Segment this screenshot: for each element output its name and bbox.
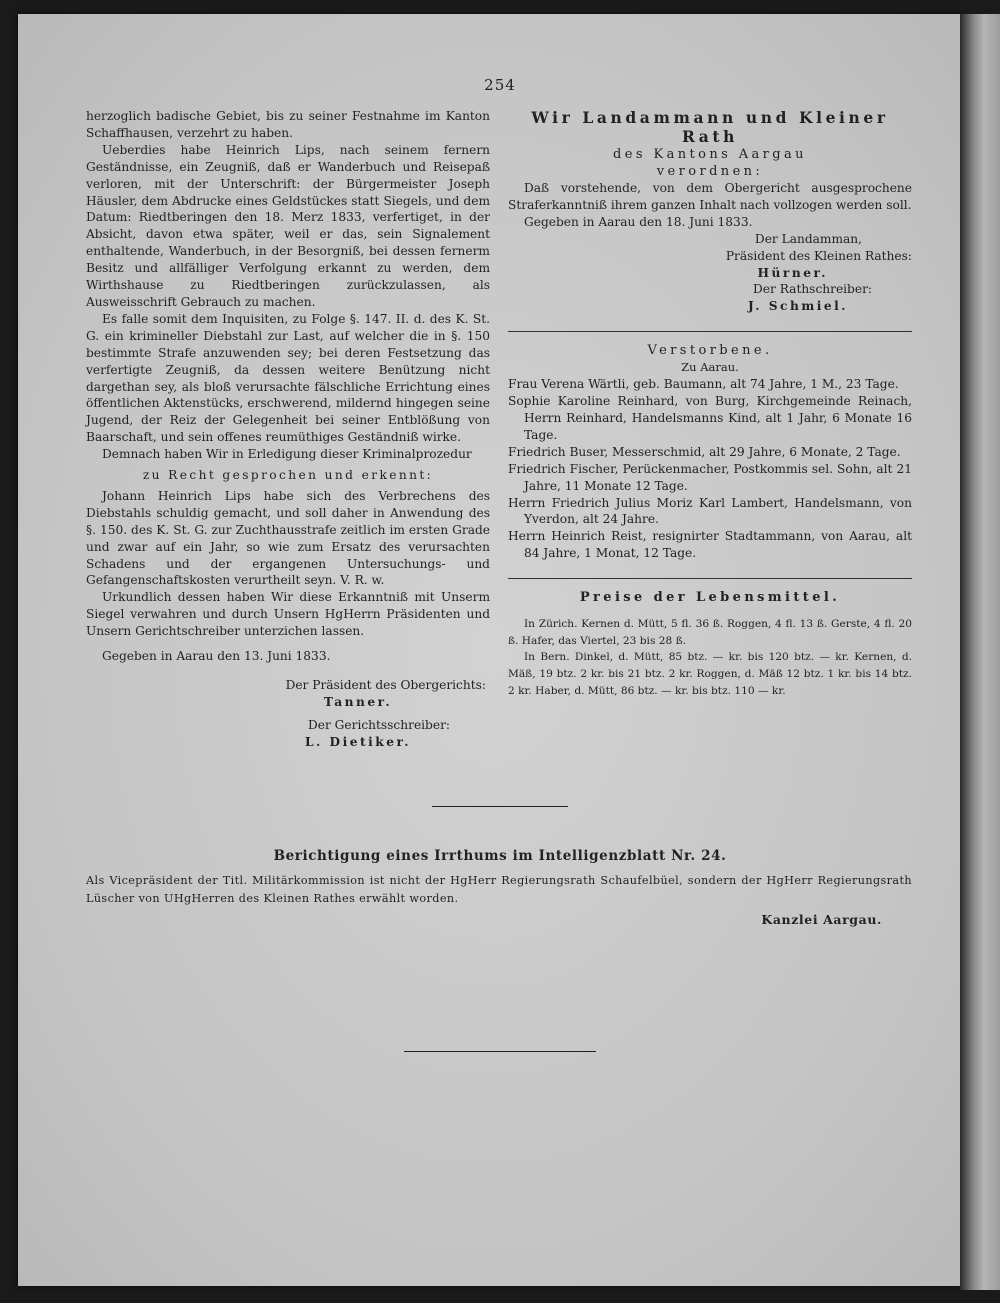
correction-signature: Kanzlei Aargau. — [761, 912, 882, 927]
decree-title: Wir Landammann und Kleiner Rath — [531, 108, 889, 146]
book-spine — [960, 14, 1000, 1290]
left-column — [86, 108, 490, 751]
divider — [508, 578, 912, 579]
paragraph: Johann Heinrich Lips habe sich des Verbrechens des Diebstahls schuldig gemacht, und soll daher in Anwendung des §. 150. des K. St. G. zur Zuchthausstrafe zeitlich im ersten Grade und zwar auf ein Jahr, so wie zum Ersatz des verursachten Schadens und der ergangenen Untersuchungs- und Gefangenschaftskosten verurtheilt seyn. V. R. w. — [86, 488, 490, 588]
signature-name: Hürner. — [757, 265, 828, 280]
signature-role: Der Präsident des Obergerichts: — [285, 678, 486, 692]
paragraph: Urkundlich dessen haben Wir diese Erkanntniß mit Unserm Siegel verwahren und durch Unsern HgHerrn Präsidenten und Unsern Gerichtschreiber unterzichen lassen. — [86, 590, 490, 639]
paragraph: Ueberdies habe Heinrich Lips, nach seinem fernern Geständnisse, ein Zeugniß, daß er Wanderbuch und Reisepaß verloren, mit der Unterschrift: der Bürgermeister Joseph Häusler, dem Abdrucke eines Geldstückes statt Siegels, und dem Datum: Riedtberingen den 18. Merz 1833, verfertiget, in der Absicht, davon etwa später, weil er das, sein Signalement enthaltende, Wanderbuch, in der Besorgniß, bei dessen fernerm Besitz und allfälliger Verfolgung erkannt zu werden, dem Wirthshause zu Riedtberingen zurückzulassen, als Ausweisschrift Gebrauch zu machen. — [86, 142, 490, 309]
deaths-place: Zu Aarau. — [681, 360, 739, 375]
price-entry: In Zürich. Kernen d. Mütt, 5 fl. 36 ß. Roggen, 4 fl. 13 ß. Gerste, 4 fl. 20 ß. Hafer, das Viertel, 23 bis 28 ß. — [508, 618, 912, 647]
signature-name: Tanner. — [323, 694, 393, 709]
price-entry: In Bern. Dinkel, d. Mütt, 85 btz. — kr. bis 120 btz. — kr. Kernen, d. Mäß, 19 btz. 2 kr. bis 21 btz. 2 kr. Roggen, d. Mäß 12 btz. 1 kr. bis 14 btz. 2 kr. Haber, d. Mütt, 86 btz. — kr. bis btz. 110 — kr. — [508, 651, 912, 697]
correction-text: Als Vicepräsident der Titl. Militärkommission ist nicht der HgHerr Regierungsrath Schaufelbüel, sondern der HgHerr Regierungsrath Lüscher von UHgHerren des Kleinen Rathes erwählt worden. — [86, 874, 912, 905]
divider — [404, 1051, 596, 1052]
paragraph: Demnach haben Wir in Erledigung dieser Kriminalprozedur — [102, 447, 472, 462]
signature-block — [86, 677, 490, 751]
decree-verb: verordnen: — [656, 164, 764, 179]
divider — [508, 331, 912, 332]
deaths-heading: Verstorbene. — [647, 343, 773, 359]
verdict-heading: zu Recht gesprochen und erkennt: — [142, 468, 434, 483]
death-entry: Sophie Karoline Reinhard, von Burg, Kirchgemeinde Reinach, Herrn Reinhard, Handelsmanns Kind, alt 1 Jahr, 6 Monate 16 Tage. — [508, 394, 912, 442]
page-number: 254 — [484, 76, 516, 94]
decree-date: Gegeben in Aarau den 18. Juni 1833. — [524, 214, 753, 229]
death-entry: Herrn Friedrich Julius Moriz Karl Lambert, Handelsmann, von Yverdon, alt 24 Jahre. — [508, 495, 912, 527]
paragraph: Es falle somit dem Inquisiten, zu Folge §. 147. II. d. des K. St. G. ein krimineller Diebstahl zur Last, auf welcher die in §. 150 bestimmte Strafe anzuwenden sey; bei deren Festsetzung das verfertigte Zeugniß, da dessen weitere Benützung nicht dargethan sey, als bloß verursachte fälschliche Errichtung eines öffentlichen Aktenstücks, erschwerend, mildernd hingegen seine Jugend, der Reiz der Gelegenheit bei seiner Entblößung von Baarschaft, und sein offenes reumüthiges Geständniß wirke. — [86, 311, 490, 445]
signature-role: Der Rathschreiber: — [753, 282, 872, 297]
decree-subtitle: des Kantons Aargau — [613, 147, 807, 162]
signature-role: Der Landamman, — [754, 231, 862, 246]
divider — [432, 806, 568, 807]
death-entry: Friedrich Fischer, Perückenmacher, Postkommis sel. Sohn, alt 21 Jahre, 11 Monate 12 Tage. — [508, 461, 912, 493]
death-entry: Friedrich Buser, Messerschmid, alt 29 Jahre, 6 Monate, 2 Tage. — [508, 444, 901, 459]
signature-role: Präsident des Kleinen Rathes: — [725, 248, 912, 263]
signature-name: L. Dietiker. — [304, 734, 411, 749]
paragraph: herzoglich badische Gebiet, bis zu seiner Festnahme im Kanton Schaffhausen, verzehrt zu haben. — [86, 109, 490, 140]
signature-role: Der Gerichtsschreiber: — [308, 717, 450, 732]
prices-heading: Preise der Lebensmittel. — [579, 590, 841, 606]
right-column — [508, 108, 912, 699]
signature-block — [508, 231, 912, 316]
correction-title: Berichtigung eines Irrthums im Intelligenzblatt Nr. 24. — [273, 848, 727, 864]
death-entry: Frau Verena Wärtli, geb. Baumann, alt 74 Jahre, 1 M., 23 Tage. — [508, 377, 899, 392]
decree-text: Daß vorstehende, von dem Obergericht ausgesprochene Straferkanntniß ihrem ganzen Inhalt nach vollzogen werden soll. — [508, 181, 912, 212]
date-line: Gegeben in Aarau den 13. Juni 1833. — [102, 649, 331, 664]
signature-name: J. Schmiel. — [747, 299, 848, 314]
death-entry: Herrn Heinrich Reist, resignirter Stadtammann, von Aarau, alt 84 Jahre, 1 Monat, 12 Tage. — [508, 529, 912, 561]
